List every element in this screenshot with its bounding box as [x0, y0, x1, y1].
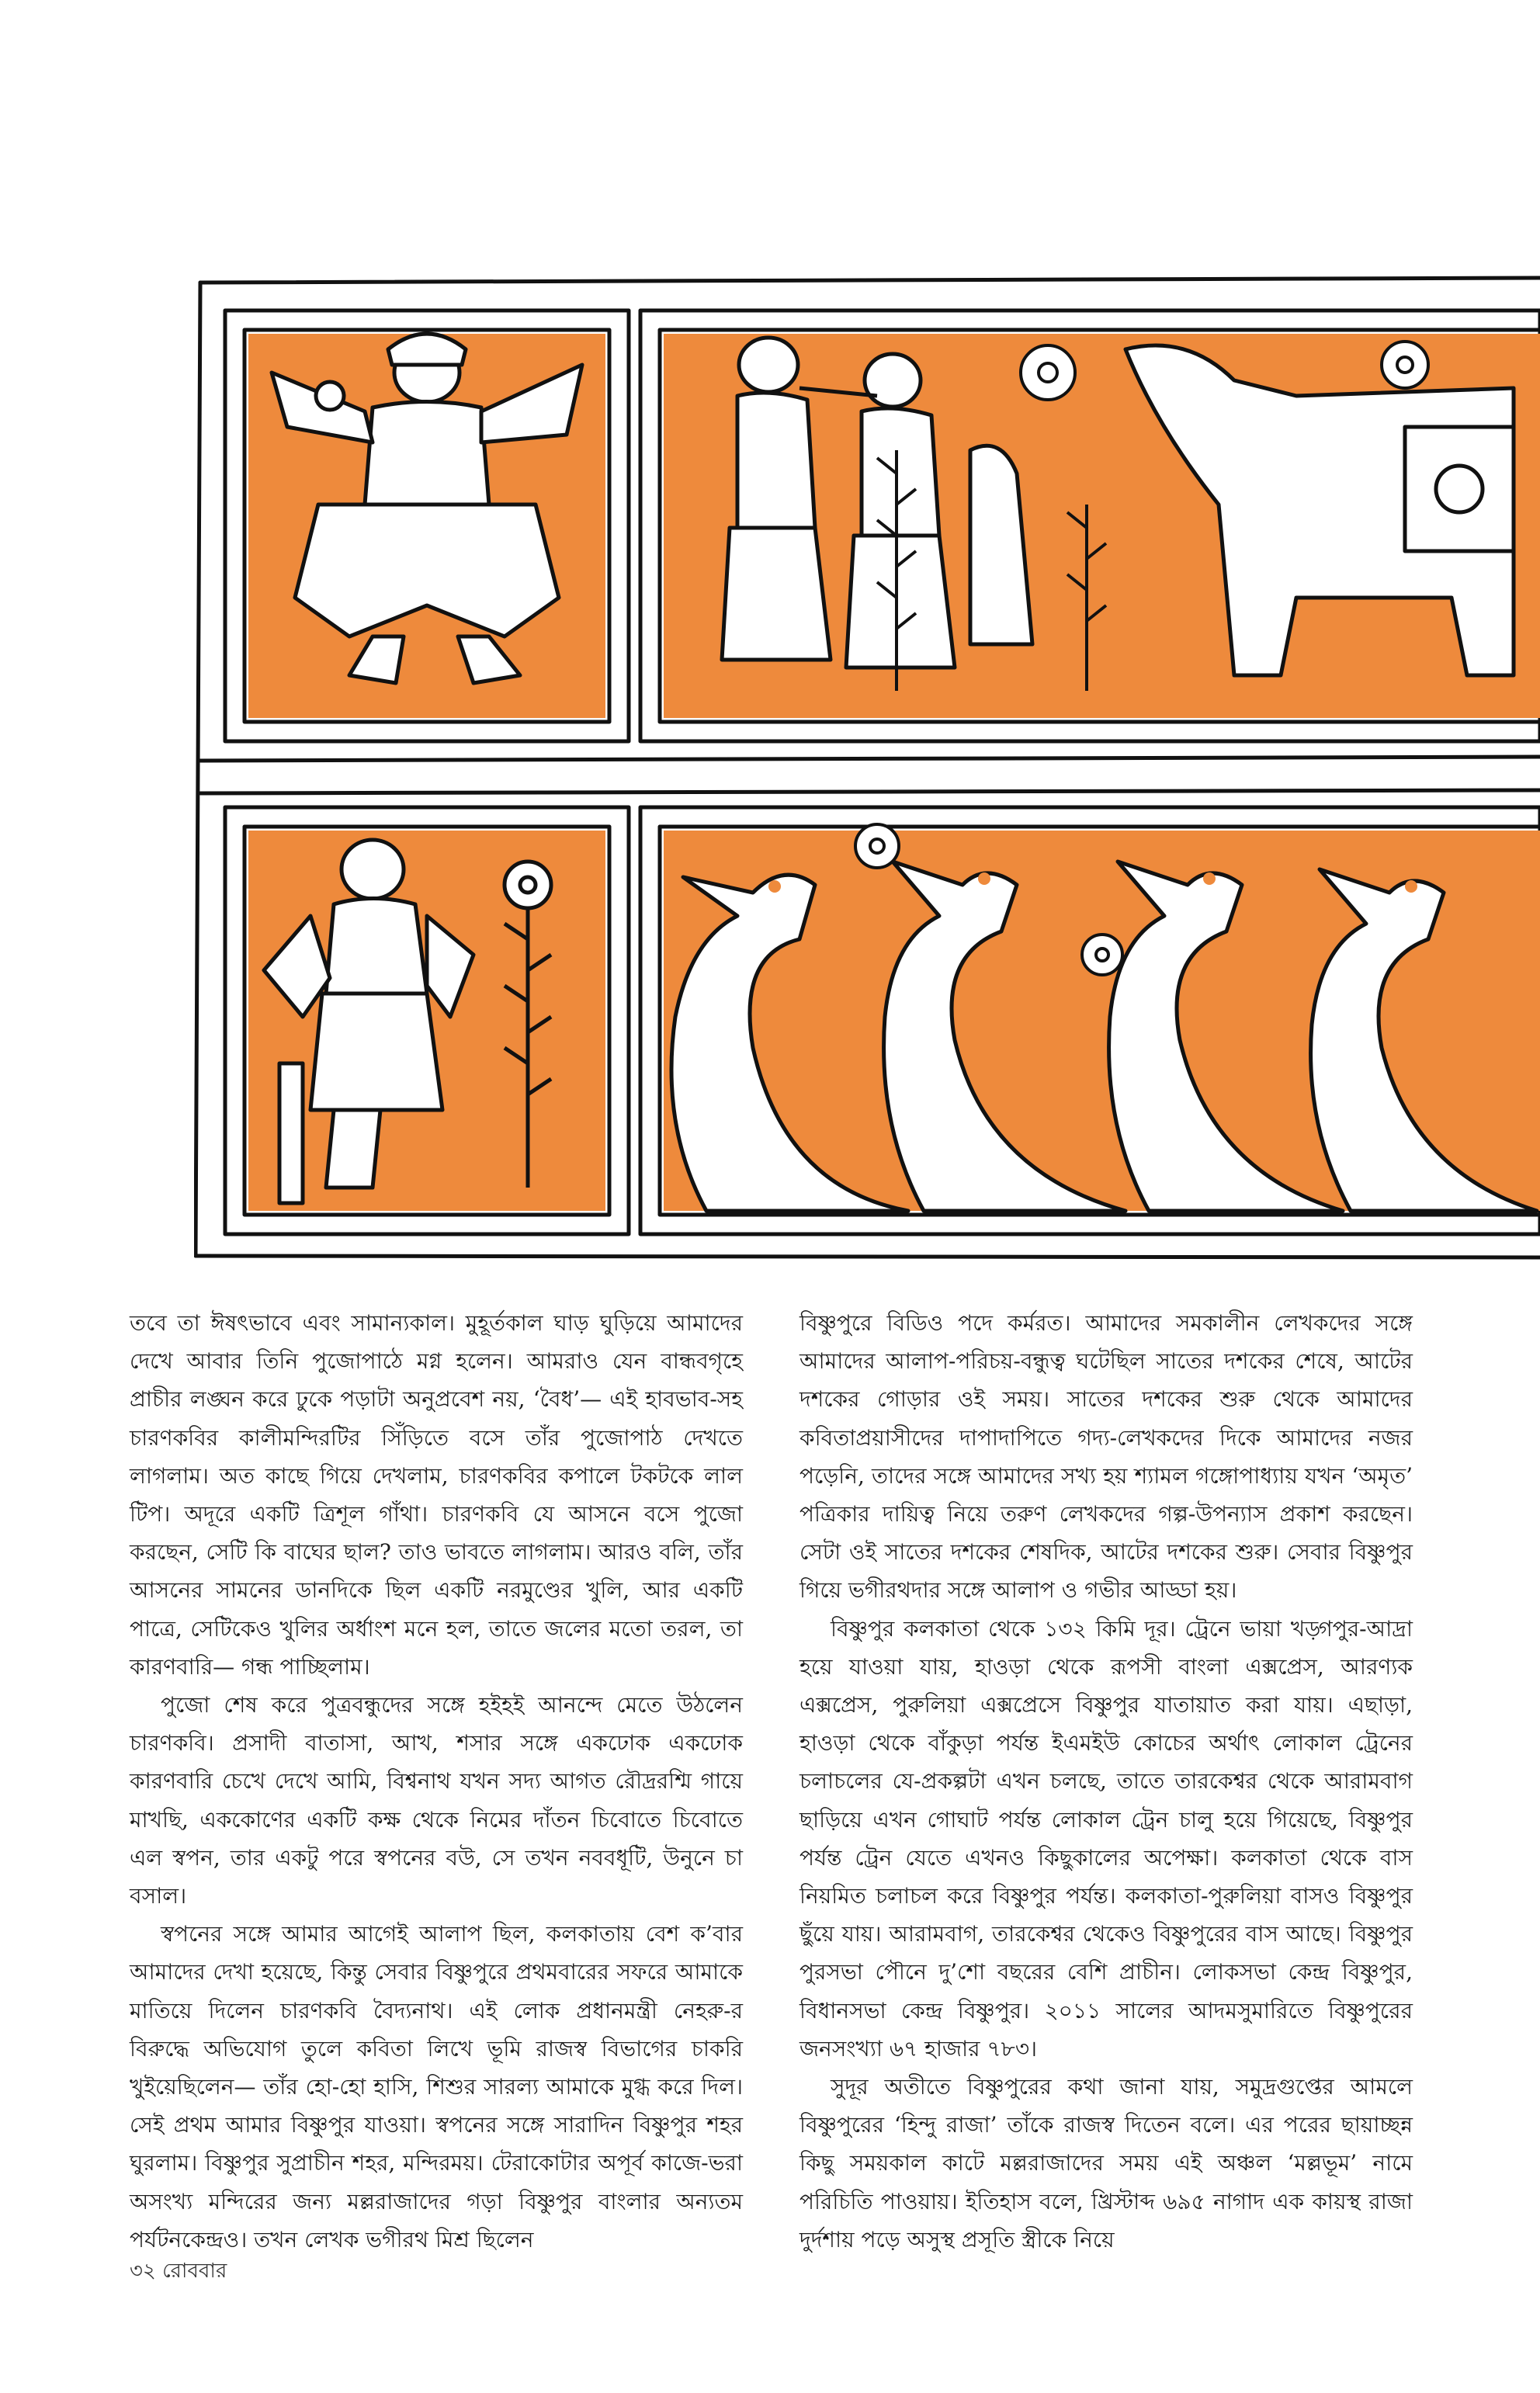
terracotta-panels-drawing — [194, 272, 1540, 1265]
terracotta-illustration — [194, 272, 1540, 1265]
right-paragraph-3: সুদূর অতীতে বিষ্ণুপুরের কথা জানা যায়, সমুদ্রগুপ্তের আমলে বিষ্ণুপুরের ‘হিন্দু রাজা’ তাঁকে রাজস্ব দিতেন বলে। এর পরের ছায়াচ্ছন্ন কিছু সময়কাল কাটে মল্লরাজাদের সময় এই অঞ্চল ‘মল্লভূম’ নামে পরিচিতি পাওয়ায়। ইতিহাস বলে, খ্রিস্টাব্দ ৬৯৫ নাগাদ এক কায়স্থ রাজা দুর্দশায় পড়ে অসুস্থ প্রসূতি স্ত্রীকে নিয়ে — [799, 2074, 1413, 2253]
left-text-column — [130, 1304, 743, 2259]
page-footer: ৩২ রোববার — [130, 2259, 227, 2283]
left-paragraph-3: স্বপনের সঙ্গে আমার আগেই আলাপ ছিল, কলকাতায় বেশ ক’বার আমাদের দেখা হয়েছে, কিন্তু সেবার বিষ্ণুপুরে প্রথমবারের সফরে আমাকে মাতিয়ে দিলেন চারণকবি বৈদ্যনাথ। এই লোক প্রধানমন্ত্রী নেহরু-র বিরুদ্ধে অভিযোগ তুলে কবিতা লিখে ভূমি রাজস্ব বিভাগের চাকরি খুইয়েছিলেন— তাঁর হো-হো হাসি, শিশুর সারল্য আমাকে মুগ্ধ করে দিল। সেই প্রথম আমার বিষ্ণুপুর যাওয়া। স্বপনের সঙ্গে সারাদিন বিষ্ণুপুর শহর ঘুরলাম। বিষ্ণুপুর সুপ্রাচীন শহর, মন্দিরময়। টেরাকোটার অপূর্ব কাজে-ভরা অসংখ্য মন্দিরের জন্য মল্লরাজাদের গড়া বিষ্ণুপুর বাংলার অন্যতম পর্যটনকেন্দ্রও। তখন লেখক ভগীরথ মিশ্র ছিলেন — [130, 1921, 743, 2253]
left-paragraph-2: পুজো শেষ করে পুত্রবন্ধুদের সঙ্গে হইহই আনন্দে মেতে উঠলেন চারণকবি। প্রসাদী বাতাসা, আখ, শসার সঙ্গে একঢোক একঢোক কারণবারি চেখে দেখে আমি, বিশ্বনাথ যখন সদ্য আগত রৌদ্ররশ্মি গায়ে মাখছি, এককোণের একটি কক্ষ থেকে নিমের দাঁতন চিবোতে চিবোতে এল স্বপন, তার একটু পরে স্বপনের বউ, সে তখন নববধূটি, উনুনে চা বসাল। — [130, 1692, 743, 1909]
right-text-column — [799, 1304, 1413, 2259]
right-paragraph-2: বিষ্ণুপুর কলকাতা থেকে ১৩২ কিমি দূর। ট্রেনে ভায়া খড়্গপুর-আদ্রা হয়ে যাওয়া যায়, হাওড়া থেকে রূপসী বাংলা এক্সপ্রেস, আরণ্যক এক্সপ্রেস, পুরুলিয়া এক্সপ্রেসে বিষ্ণুপুর যাতায়াত করা যায়। এছাড়া, হাওড়া থেকে বাঁকুড়া পর্যন্ত ইএমইউ কোচের অর্থাৎ লোকাল ট্রেনের চলাচলের যে-প্রকল্পটা এখন চলছে, তাতে তারকেশ্বর থেকে আরামবাগ ছাড়িয়ে এখন গোঘাট পর্যন্ত লোকাল ট্রেন চালু হয়ে গিয়েছে, বিষ্ণুপুর পর্যন্ত ট্রেন যেতে এখনও কিছুকালের অপেক্ষা। কলকাতা থেকে বাস নিয়মিত চলাচল করে বিষ্ণুপুর পর্যন্ত। কলকাতা-পুরুলিয়া বাসও বিষ্ণুপুর ছুঁয়ে যায়। আরামবাগ, তারকেশ্বর থেকেও বিষ্ণুপুরের বাস আছে। বিষ্ণুপুর পুরসভা পৌনে দু’শো বছরের বেশি প্রাচীন। লোকসভা কেন্দ্র বিষ্ণুপুর, বিধানসভা কেন্দ্র বিষ্ণুপুর। ২০১১ সালের আদমসুমারিতে বিষ্ণুপুরের জনসংখ্যা ৬৭ হাজার ৭৮৩। — [799, 1615, 1413, 2062]
right-paragraph-1: বিষ্ণুপুরে বিডিও পদে কর্মরত। আমাদের সমকালীন লেখকদের সঙ্গে আমাদের আলাপ-পরিচয়-বন্ধুত্ব ঘটেছিল সাতের দশকের শেষে, আটের দশকের গোড়ার ওই সময়। সাতের দশকের শুরু থেকে আমাদের কবিতাপ্রয়াসীদের দাপাদাপিতে গদ্য-লেখকদের দিকে আমাদের নজর পড়েনি, তাদের সঙ্গে আমাদের সখ্য হয় শ্যামল গঙ্গোপাধ্যায় যখন ‘অমৃত’ পত্রিকার দায়িত্ব নিয়ে তরুণ লেখকদের গল্প-উপন্যাস প্রকাশ করছেন। সেটা ওই সাতের দশকের শেষদিক, আটের দশকের শুরু। সেবার বিষ্ণুপুর গিয়ে ভগীরথদার সঙ্গে আলাপ ও গভীর আড্ডা হয়। — [799, 1310, 1413, 1604]
left-paragraph-1: তবে তা ঈষৎভাবে এবং সামান্যকাল। মুহূর্তকাল ঘাড় ঘুড়িয়ে আমাদের দেখে আবার তিনি পুজোপাঠে মগ্ন হলেন। আমরাও যেন বান্ধবগৃহে প্রাচীর লঙ্ঘন করে ঢুকে পড়াটা অনুপ্রবেশ নয়, ‘বৈধ’— এই হাবভাব-সহ চারণকবির কালীমন্দিরটির সিঁড়িতে বসে তাঁর পুজোপাঠ দেখতে লাগলাম। অত কাছে গিয়ে দেখলাম, চারণকবির কপালে টকটকে লাল টিপ। অদূরে একটি ত্রিশূল গাঁথা। চারণকবি যে আসনে বসে পুজো করছেন, সেটি কি বাঘের ছাল? তাও ভাবতে লাগলাম। আরও বলি, তাঁর আসনের সামনের ডানদিকে ছিল একটি নরমুণ্ডের খুলি, আর একটি পাত্রে, সেটিকেও খুলির অর্ধাংশ মনে হল, তাতে জলের মতো তরল, তা কারণবারি— গন্ধ পাচ্ছিলাম। — [130, 1310, 743, 1680]
